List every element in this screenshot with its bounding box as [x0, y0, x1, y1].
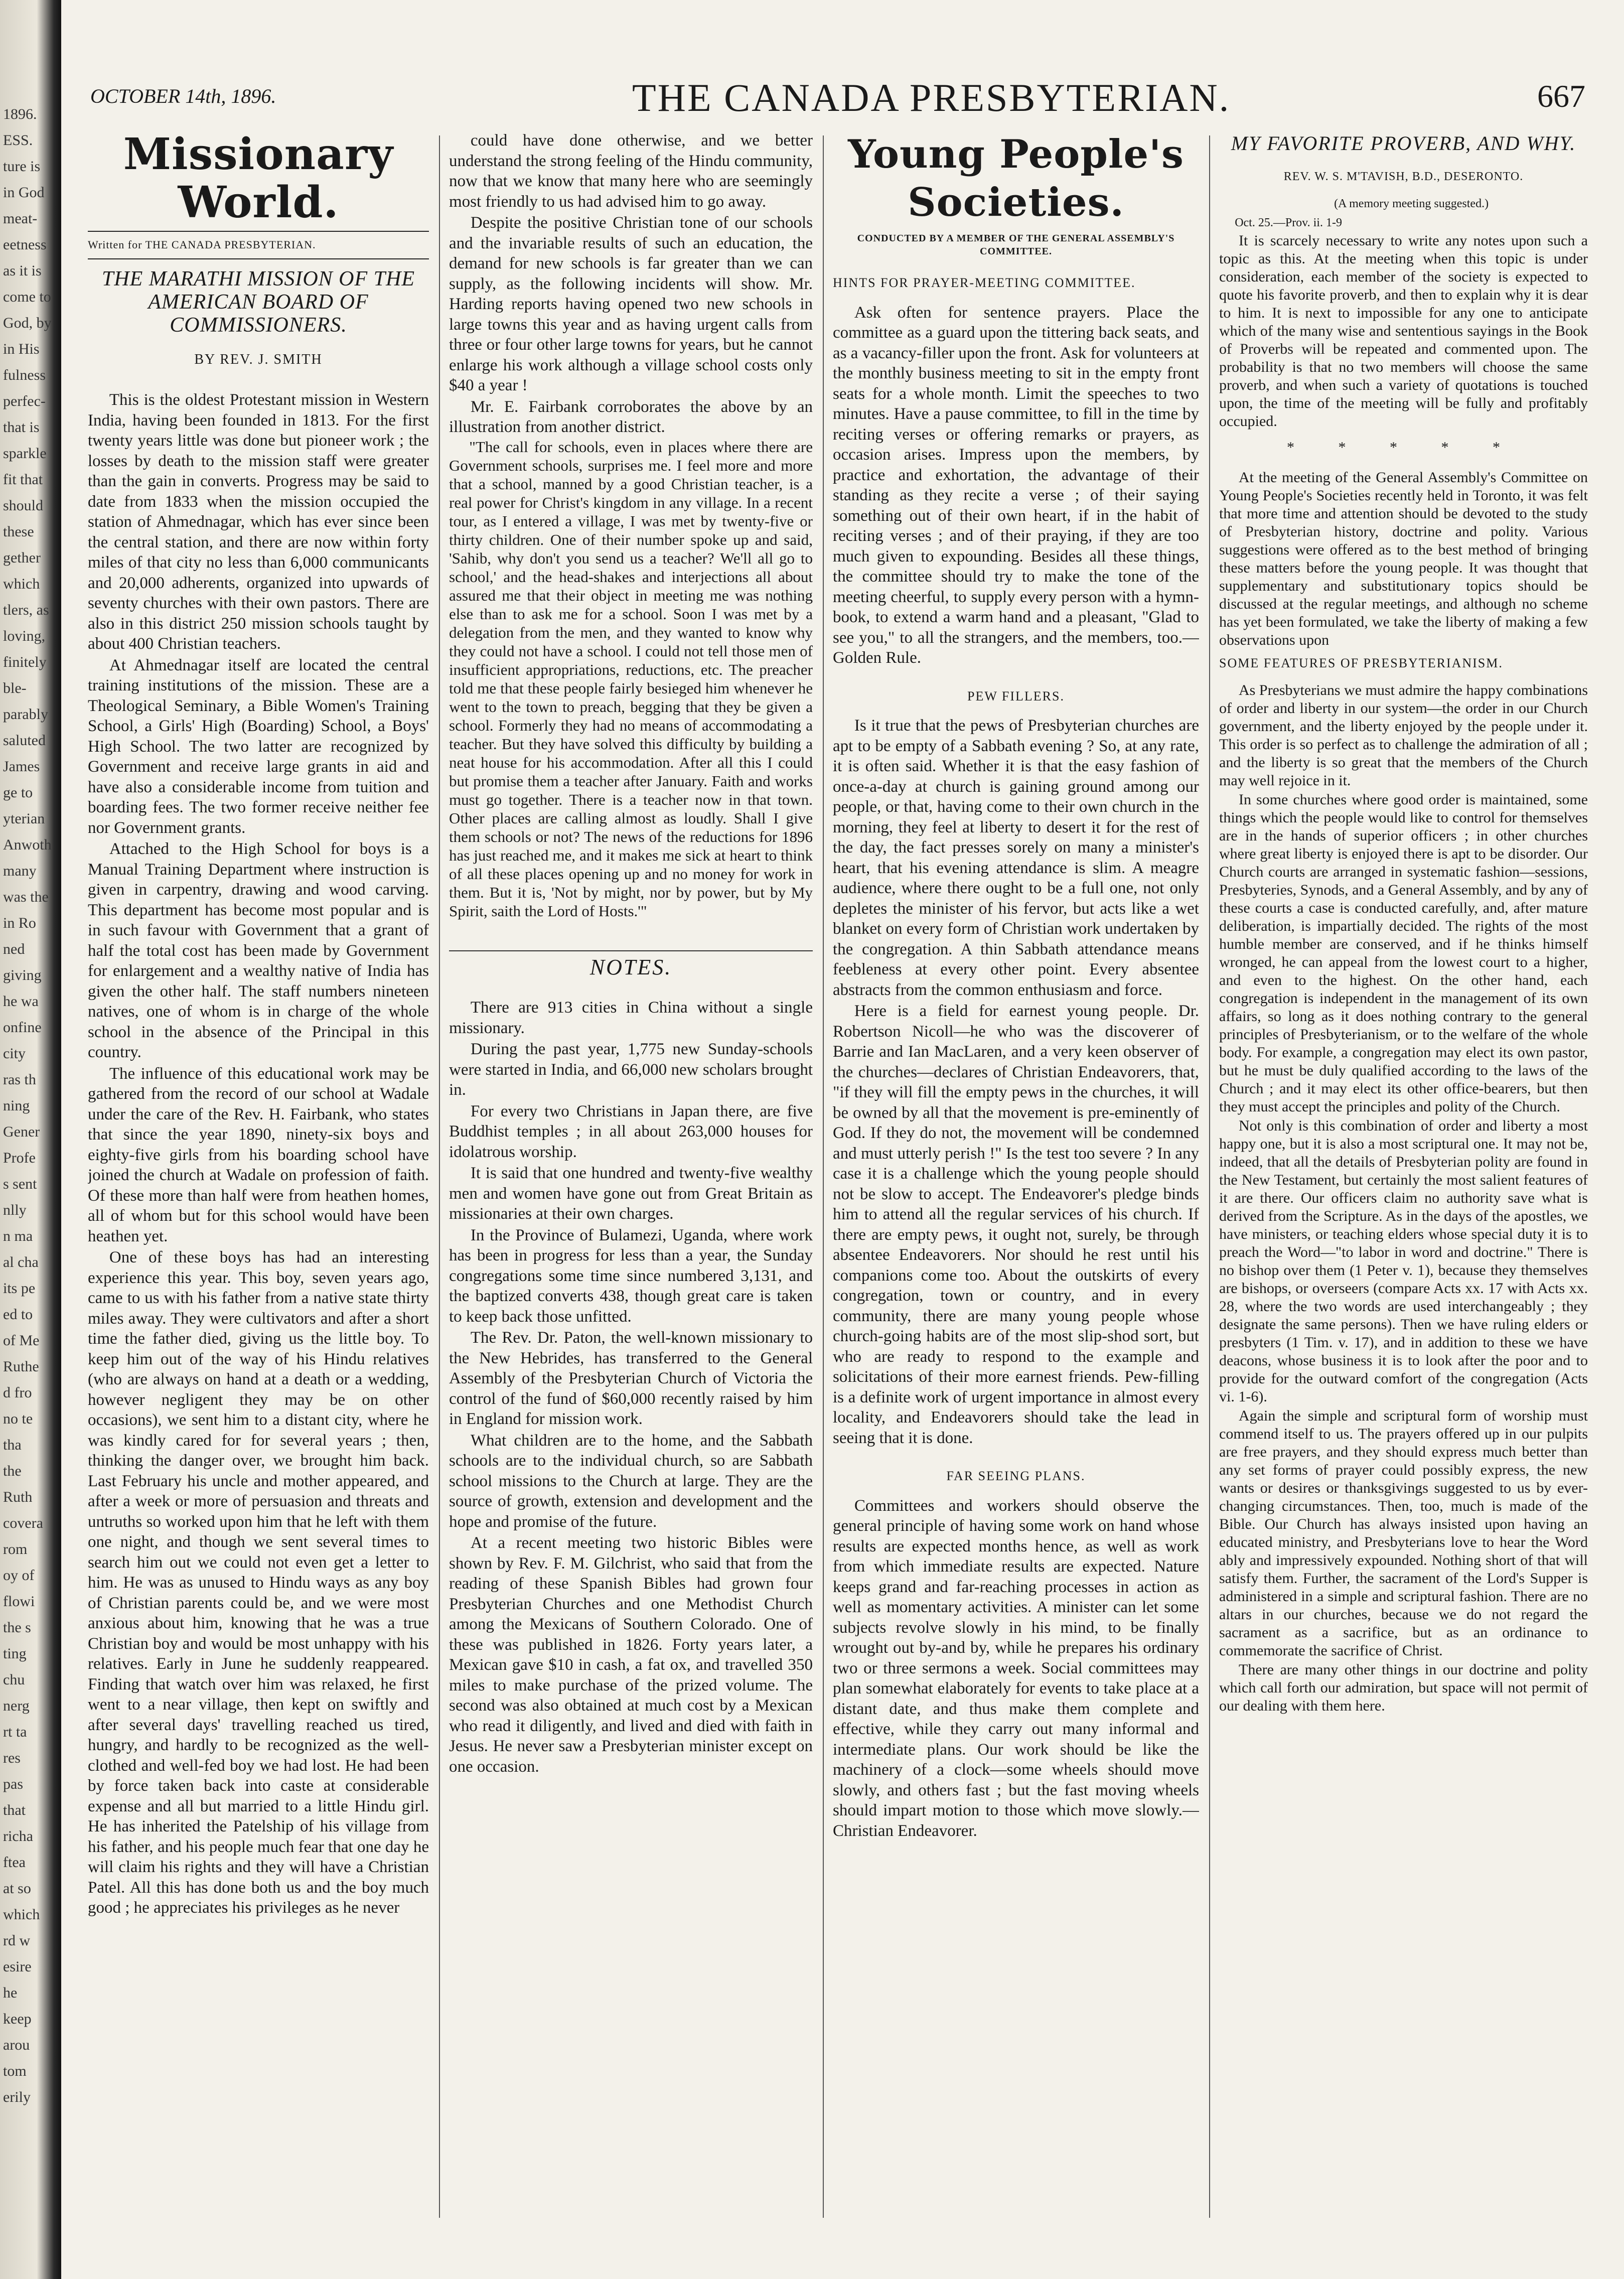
- facing-page-fragment: richa: [3, 1828, 33, 1844]
- article-body: [88, 390, 429, 1918]
- paragraph: Not only is this combination of order and liberty a most happy one, but it is also a most scriptural one. It may not be, indeed, that all the details of Presbyterian polity are found in the New Testament, but certainly the most salient features of it are there. Our officers claim no authority save what is derived from the Scripture. As in the days of the apostles, we have ministers, or teaching elders whose special duty it is to preach the Word—"to labor in word and doctrine." There is no bishop over them (1 Peter v. 1), because they themselves are bishops, or overseers (compare Acts xx. 17 with Acts xx. 28, where the two words are used interchangeably ; they designate the same persons). Then we have ruling elders or presbyters (1 Tim. v. 17), and in addition to these we have deacons, whose business it is to look after the poor and to provide for the outward comfort of the congregation (Acts vi. 1-6).: [1219, 1117, 1588, 1405]
- facing-page-fragment: 1896.: [3, 106, 37, 122]
- facing-page-fragment: pas: [3, 1776, 23, 1792]
- facing-page-fragment: perfec-: [3, 393, 46, 409]
- facing-page-fragment: in God: [3, 184, 45, 201]
- facing-page-fragment: keep: [3, 2011, 32, 2027]
- facing-page-fragment: fulness: [3, 367, 46, 383]
- pew-fillers-body: [833, 716, 1199, 1448]
- hints-body: [833, 303, 1199, 668]
- notes-heading: NOTES.: [449, 950, 813, 978]
- facing-page-fragment: he: [3, 1984, 18, 2001]
- column-missionary-continued: [449, 130, 813, 2238]
- memory-note: (A memory meeting suggested.): [1334, 197, 1489, 210]
- facing-page-fragment: s sent: [3, 1176, 37, 1192]
- article-title-marathi-mission: THE MARATHI MISSION OF THE AMERICAN BOARD OF COMMISSIONERS.: [101, 267, 415, 337]
- conducted-by-line: CONDUCTED BY A MEMBER OF THE GENERAL ASSEMBLY'S COMMITTEE.: [857, 233, 1175, 257]
- facing-page-fragment: meat-: [3, 210, 38, 227]
- facing-page-fragment: should: [3, 497, 44, 514]
- column-favorite-proverb: [1219, 130, 1588, 2238]
- far-seeing-heading: FAR SEEING PLANS.: [946, 1469, 1086, 1483]
- paragraph: In some churches where good order is maintained, some things which the people would like to control for themselves are in the hands of superior officers ; in other churches where great liberty is enjoyed there is apt to be disorder. Our Church courts are arranged in systematic fashion—sessions, Presbyteries, Synods, and a General Assembly, and by any of these courts a case is conducted carefully, and, after mature deliberation, is impartially decided. The rights of the most humble member are conserved, and if he thinks himself wronged, he can appeal from the lowest court to a higher, and even to the highest. On the other hand, each congregation is independent in the management of its own affairs, so long as it does nothing contrary to the general principles of Presbyterianism, or to the welfare of the whole body. For example, a congregation may elect its own pastor, but he must be duly qualified according to the laws of the Church ; and it may elect its other office-bearers, but then they must accept the principles and polity of the Church.: [1219, 791, 1588, 1115]
- note-item: What children are to the home, and the Sabbath schools are to the individual church, so are Sabbath school missions to the Church at large. They are the source of growth, extension and development and the hope and promise of the future.: [449, 1431, 813, 1531]
- paragraph: This is the oldest Protestant mission in Western India, having been founded in 1813. For the first twenty years little was done but pioneer work ; the losses by death to the mission staff were greater than the gain in converts. Progress may be said to date from 1833 when the mission occupied the station of Ahmednagar, which has ever since been the central station, and there are now within forty miles of that city no less than 6,000 communicants and 20,000 adherents, organized into upwards of seventy churches with their own pastors. There are also in this district 250 mission schools taught by about 400 Christian teachers.: [88, 391, 429, 653]
- facing-page-fragment: ras th: [3, 1071, 36, 1088]
- facing-page-fragment: as it is: [3, 262, 42, 279]
- facing-page-fragment: the s: [3, 1619, 31, 1636]
- facing-page-fragment: was the: [3, 889, 49, 905]
- facing-page-fragment: city: [3, 1045, 26, 1062]
- facing-page-fragment: ble-: [3, 680, 27, 696]
- paragraph: The influence of this educational work may be gathered from the record of our school at Wadale under the care of the Rev. H. Fairbank, who states that since the year 1890, ninety-six boys and eighty-five girls from his boarding school have joined the church at Wadale on profession of faith. Of these more than half were from heathen homes, all of whom but for this school would have been heathen yet.: [88, 1064, 429, 1245]
- facing-page-fragment: saluted: [3, 732, 46, 749]
- paragraph: At Ahmednagar itself are located the central training institutions of the mission. These are a Theological Seminary, a Bible Women's Training School, a Girls' High (Boarding) School, a Boys' High School. The two latter are recognized by Government and receive large grants in aid and have also a considerable income from tuition and boarding fees. The two former receive neither fee nor Government grants.: [88, 656, 429, 837]
- facing-page-fragment: rt ta: [3, 1724, 27, 1740]
- facing-page-fragment: flowi: [3, 1593, 35, 1610]
- facing-page-fragment: in Ro: [3, 915, 36, 931]
- article-continuation: [449, 130, 813, 438]
- notes-list: [449, 998, 813, 1777]
- facing-page-fragment: chu: [3, 1671, 25, 1688]
- proverb-body: [1219, 232, 1588, 431]
- facing-page-fragment: n ma: [3, 1228, 33, 1244]
- facing-page-fragment: tlers, as: [3, 602, 49, 618]
- facing-page-fragment: these: [3, 523, 34, 540]
- paragraph: There are many other things in our doctrine and polity which call forth our admiration, but space will not permit of our dealing with them here.: [1219, 1661, 1588, 1714]
- facing-page-fragment: that is: [3, 419, 40, 436]
- article-byline: BY REV. J. SMITH: [194, 351, 323, 367]
- column-rule: [439, 135, 440, 2218]
- facing-page-fragment: ge to: [3, 784, 33, 801]
- note-item: At a recent meeting two historic Bibles were shown by Rev. F. M. Gilchrist, who said that from the reading of these Spanish Bibles had grown four Presbyterian Churches and one Methodist Church among the Mexicans of Southern Colorado. One of these was published in 1826. Forty years later, a Mexican gave $10 in cash, a fat ox, and travelled 350 miles to make purchase of the prized volume. The second was also obtained at much cost by a Mexican who read it diligently, and lived and died with faith in Jesus. He never saw a Presbyterian minister except on one occasion.: [449, 1534, 813, 1776]
- note-item: There are 913 cities in China without a single missionary.: [449, 999, 813, 1037]
- facing-page-fragment: ed to: [3, 1306, 33, 1323]
- paragraph: As Presbyterians we must admire the happy combinations of order and liberty in our system—the order in our Church government, and the liberty enjoyed by the people under it. This order is so perfect as to challenge the admiration of all ; and the liberty is so great that the members of the Church may well rejoice in it.: [1219, 682, 1588, 789]
- section-title-young-peoples-societies: Young People's Societies.: [848, 131, 1184, 225]
- features-body: [1219, 681, 1588, 1715]
- facing-page-fragment: tha: [3, 1437, 22, 1453]
- facing-page-fragment: yterian: [3, 810, 45, 827]
- paragraph: Is it true that the pews of Presbyterian churches are apt to be empty of a Sabbath evening ? So, at any rate, it is often said. Whether it is that the easy fashion of once-a-day at church is gaining ground among our people, or that, having come to their own church in the morning, they feel at liberty to desert it for the rest of the day, the fact presses sorely on many a minister's heart, that his evening attendance is slim. A meagre audience, where there ought to be a full one, not only depletes the minister of his fervor, but acts like a wet blanket on every form of Christian work undertaken by the congregation. A thin Sabbath attendance means feebleness at every other point. Every absentee abstracts from the common enthusiasm and force.: [833, 717, 1199, 999]
- facing-page-fragment: tom: [3, 2063, 27, 2079]
- binding-edge: [0, 0, 61, 2279]
- facing-page-fragment: oy of: [3, 1567, 35, 1584]
- facing-page-fragment: the: [3, 1463, 22, 1479]
- facing-page-fragment: ting: [3, 1645, 27, 1662]
- issue-date: OCTOBER 14th, 1896.: [90, 85, 276, 107]
- paragraph: could have done otherwise, and we better understand the strong feeling of the Hindu community, now that we know that many here who are seemingly most friendly to us had advised him to go away.: [449, 131, 813, 211]
- pew-fillers-heading: PEW FILLERS.: [967, 688, 1065, 703]
- column-rule: [1209, 135, 1210, 2218]
- facing-page-fragment: Profe: [3, 1150, 36, 1166]
- facing-page-fragment: at so: [3, 1880, 31, 1897]
- note-item: The Rev. Dr. Paton, the well-known missionary to the New Hebrides, has transferred to the General Assembly of the Presbyterian Church of Victoria the control of the fund of $60,000 recently raised by him in England for mission work.: [449, 1329, 813, 1428]
- paragraph: It is scarcely necessary to write any notes upon such a topic as this. At the meeting when this topic is under consideration, each member of the society is expected to quote his favorite proverb, and then to explain why it is dear to him. It is next to impossible for any one to anticipate which of the many wise and sententious sayings in the Book of Proverbs will be repeated and commented upon. The probability is that no two members will choose the same proverb, and when such a variety of quotations is touched upon, the time of the meeting will be fully and profitably occupied.: [1219, 232, 1588, 430]
- facing-page-fragment: sparkle: [3, 445, 47, 462]
- facing-page-fragment: Anwoth: [3, 836, 52, 853]
- facing-page-fragment: arou: [3, 2037, 30, 2053]
- section-divider-stars: * * * * *: [1287, 439, 1520, 456]
- facing-page-fragment: parably: [3, 706, 48, 723]
- facing-page-fragment: no te: [3, 1410, 33, 1427]
- paragraph: Despite the positive Christian tone of our schools and the invariable results of such an education, the demand for new schools is far greater than we can supply, as the following incidents will show. Mr. Harding reports having opened two new schools in large towns this year and as having urgent calls from three or four other large towns for years, but he cannot enlarge his work although a village school costs only $40 a year !: [449, 214, 813, 394]
- facing-page-fragment: fit that: [3, 471, 43, 488]
- facing-page-fragment: ESS.: [3, 132, 33, 149]
- facing-page-fragment: Ruth: [3, 1489, 33, 1505]
- paragraph: One of these boys has had an interesting experience this year. This boy, seven years ago, came to us with his father from a native state thirty miles away. They were cultivators and after a short time the father died, giving us the little boy. To keep him out of the way of his Hindu relatives (who are always on hand at a death or a wedding, however negligent they may be on other occasions), we sent him to a distant city, where he was kindly cared for for several years ; then, thinking the danger over, we brought him back. Last February his uncle and mother appeared, and after a week or more of persuasion and threats and untruths so worked upon him that he left with them one night, and though we sent several times to search him out we could not even get a letter to him. He was as unused to Hindu ways as any boy of Christian parents could be, and we were most anxious about him, knowing that he was a true Christian boy and would be most unhappy with his relatives. Early in June he suddenly reappeared. Finding that watch over him was relaxed, he first went to a near village, then kept on swiftly and after several days' travelling reached us tired, hungry, and hardly to be recognized as the well-clothed and well-fed boy we had lost. He had been by force taken back into caste at considerable expense and all but married to a little Hindu girl. He has inherited the Patelship of his village from his father, and his people much fear that one day he will claim his rights and they will have a Christian Patel. All this has done both us and the boy much good ; he appreciates his privileges as he never: [88, 1248, 429, 1917]
- paragraph: Again the simple and scriptural form of worship must commend itself to us. The prayers offered up in our pulpits are free prayers, and they should express much better than any set forms of prayer could possibly express, the new wants or desires or thanksgivings suggested to us by ever-changing circumstances. Then, too, much is made of the Bible. Our Church has always insisted upon having an educated ministry, and Presbyterians love to hear the Word ably and impressively expounded. Nothing short of that will satisfy them. Further, the sacrament of the Lord's Supper is administered in a simple and scriptural fashion. There are no altars in our churches, because we do not regard the sacrament as a sacrifice, but as an ordinance to commemorate the sacrifice of Christ.: [1219, 1407, 1588, 1659]
- facing-page-fragment: nlly: [3, 1202, 27, 1218]
- facing-page-fragment: Gener: [3, 1123, 40, 1140]
- facing-page-fragment: ftea: [3, 1854, 26, 1871]
- fairbank-quote: "The call for schools, even in places where there are Government schools, surprises me. I feel more and more that a school, manned by a good Christian teacher, is a real power for Christ's kingdom in any village. In a recent tour, as I entered a village, I was met by twenty-five or thirty children. One of their number spoke up and said, 'Sahib, why don't you send us a teacher? We'll all go to school,' and the head-shakes and interjections all about assured me that their object in meeting me was nothing else than to ask me for a school. Soon I was met by a delegation from the men, and they wanted to know why they could not have a school. I could not tell those men of insufficient appropriations, reductions, etc. The preacher told me that these people fairly besieged him whenever he went to the town to preach, begging that they be given a school. Formerly they had no means of accommodating a teacher. But they have solved this difficulty by building a neat house for his accommodation. After all this I could but promise them a teacher after January. Faith and works must go together. There is a teacher now in that town. Other places are calling almost as loudly. Shall I give them schools or not? The news of the reductions for 1896 has just reached me, and it makes me sick at heart to think of all these places opening up and no money for work in them. But it is, 'Not by might, nor by power, but by My Spirit, saith the Lord of Hosts.'": [449, 438, 813, 920]
- column-young-peoples-societies: [833, 130, 1199, 2238]
- facing-page-fragment: nerg: [3, 1697, 30, 1714]
- facing-page-fragment: eetness: [3, 236, 47, 253]
- facing-page-fragment: Ruthe: [3, 1358, 39, 1375]
- article-author: REV. W. S. M'TAVISH, B.D., DESERONTO.: [1283, 170, 1524, 183]
- note-item: For every two Christians in Japan there, are five Buddhist temples ; in all about 263,000 houses for idolatrous worship.: [449, 1102, 813, 1161]
- facing-page-fragment: d fro: [3, 1384, 32, 1401]
- far-seeing-body: [833, 1496, 1199, 1841]
- facing-page-fragment: finitely: [3, 654, 47, 670]
- note-item: It is said that one hundred and twenty-five wealthy men and women have gone out from Great Britain as missionaries at their own charges.: [449, 1164, 813, 1223]
- hints-heading: HINTS FOR PRAYER-MEETING COMMITTEE.: [833, 275, 1136, 290]
- facing-page-fragment: which: [3, 576, 40, 592]
- facing-page-fragment: gether: [3, 549, 41, 566]
- column-missionary-world: [88, 130, 429, 2238]
- facing-page-fragment: ned: [3, 941, 25, 957]
- facing-page-fragment: God, by: [3, 315, 52, 331]
- assembly-committee-body: [1219, 469, 1588, 649]
- paragraph: Here is a field for earnest young people. Dr. Robertson Nicoll—he who was the discoverer of Barrie and Ian MacLaren, and a very keen observer of the churches—declares of Christian Endeavorers, that, "if they will fill the empty pews in the churches, it will be owned by all that the movement is pre-eminently of God. If they do not, the movement will be condemned and must utterly perish !" Is the test too severe ? In any case it is a challenge which the young people should not be slow to accept. The Endeavorer's pledge binds him to attend all the regular services of his church. If there are empty pews, it ought not, surely, be through absentee Endeavorers. Nor should he rest until his companions come too. About the outskirts of every congregation, town or country, and in every community, there are many young people whose church-going habits are of the most slip-shod sort, but who are ready to respond to the example and solicitations of their more earnest friends. Pew-filling is a definite work of urgent importance in almost every locality, and Endeavorers should take the lead in seeing that it is done.: [833, 1002, 1199, 1447]
- facing-page-fragment: loving,: [3, 628, 46, 644]
- facing-page-fragment: come to: [3, 289, 51, 305]
- facing-page-fragment: esire: [3, 1958, 32, 1975]
- scripture-reference: Oct. 25.—Prov. ii. 1-9: [1235, 216, 1342, 229]
- note-item: In the Province of Bulamezi, Uganda, where work has been in progress for less than a year, the Sunday congregations some time since numbered 3,131, and the baptized converts 438, though great care is taken to keep back those unfitted.: [449, 1226, 813, 1326]
- paragraph: Mr. E. Fairbank corroborates the above by an illustration from another district.: [449, 397, 813, 436]
- facing-page-fragment: onfine: [3, 1019, 42, 1036]
- facing-page-fragment: rom: [3, 1541, 28, 1557]
- paper-title: THE CANADA PRESBYTERIAN.: [632, 76, 1231, 119]
- note-item: During the past year, 1,775 new Sunday-schools were started in India, and 66,000 new scholars brought in.: [449, 1040, 813, 1099]
- facing-page-fragment: which: [3, 1906, 40, 1923]
- facing-page-fragment: James: [3, 758, 40, 775]
- facing-page-fragment: many: [3, 863, 37, 879]
- facing-page-fragment: al cha: [3, 1254, 39, 1270]
- facing-page-fragment: its pe: [3, 1280, 36, 1297]
- section-title-missionary-world: Missionary World.: [123, 130, 394, 228]
- page-header: [90, 75, 1595, 119]
- written-for-line: Written for THE CANADA PRESBYTERIAN.: [88, 231, 429, 259]
- facing-page-fragment: covera: [3, 1515, 43, 1531]
- facing-page-fragment: rd w: [3, 1932, 31, 1949]
- paragraph: Attached to the High School for boys is a Manual Training Department where instruction is given in carpentry, drawing and wood carving. This department has become most popular and is in such favour with Government that a grant of half the total cost has been made by Government for enlargement and a wealthy native of India has given the other half. The staff numbers nineteen natives, one of whom is in charge of the whole school in the absence of the Principal in this country.: [88, 840, 429, 1061]
- column-rule: [823, 135, 824, 2218]
- paragraph: Committees and workers should observe the general principle of having some work on hand whose results are expected months hence, as well as work from which immediate results are expected. Nature keeps grand and far-reaching processes in action as well as momentary activities. A minister can let some subjects revolve slowly in his mind, to be finally wrought out by-and by, while he prepares his ordinary two or three sermons a week. Social committees may plan somewhat elaborately for events to take place at a distant date, and thus make them complete and effective, while they carry out many informal and intermediate plans. Our work should be like the machinery of a clock—some wheels should move slowly, and others fast ; but the fast moving wheels should impart motion to those which move slowly.—Christian Endeavorer.: [833, 1496, 1199, 1840]
- facing-page-fragment: ture is: [3, 158, 41, 175]
- facing-page-fragment: erily: [3, 2089, 31, 2105]
- facing-page-fragment: he wa: [3, 993, 39, 1010]
- article-title-favorite-proverb: MY FAVORITE PROVERB, AND WHY.: [1231, 132, 1576, 155]
- features-heading: SOME FEATURES OF PRESBYTERIANISM.: [1219, 656, 1503, 670]
- facing-page-fragment: giving: [3, 967, 42, 983]
- paragraph: Ask often for sentence prayers. Place the committee as a guard upon the tittering back seats, and as a vacancy-filler upon the front. Ask for volunteers at the monthly business meeting to sit in the empty front seats for a whole month. Limit the speeches to two minutes. Have a pause committee, to fill in the time by reciting verses or offering remarks or prayers, as occasion arises. Impress upon the members, by practice and exhortation, the advantage of their standing as they recite a verse ; of their saying something out of their own heart, if in the habit of reciting verses ; and of their praying, if they are too much given to expounding. Besides all these things, the committee should try to make the tone of the meeting cheerful, to supply every person with a hymn-book, to extend a warm hand and a pleasant, "Glad to see you," to all the strangers, and the members, too.—Golden Rule.: [833, 303, 1199, 667]
- facing-page-fragment: of Me: [3, 1332, 40, 1349]
- facing-page-fragment: ning: [3, 1097, 30, 1114]
- page-number: 667: [1537, 78, 1585, 114]
- facing-page-fragment: that: [3, 1802, 26, 1818]
- facing-page-fragment: in His: [3, 341, 40, 357]
- facing-page-fragment: res: [3, 1750, 21, 1766]
- paragraph: At the meeting of the General Assembly's Committee on Young People's Societies recently held in Toronto, it was felt that more time and attention should be devoted to the study of Presbyterian history, doctrine and polity. Various suggestions were offered as to the best method of bringing these matters before the young people. It was thought that supplementary and substitutionary topics should be discussed at the regular meetings, and although no scheme has yet been formulated, we take the liberty of making a few observations upon: [1219, 469, 1588, 648]
